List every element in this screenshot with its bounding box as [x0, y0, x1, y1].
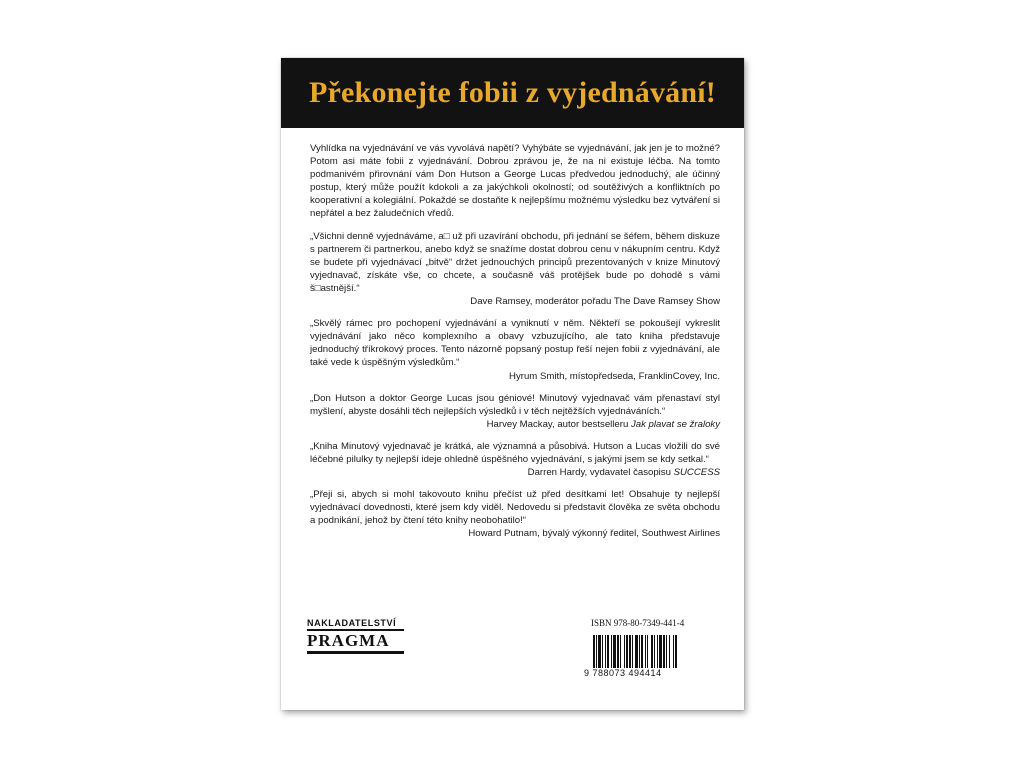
quote-text: „Skvělý rámec pro pochopení vyjednávání a vyniknutí v něm. Někteří se pokoušejí vykreslit vyjednávání jako něco komplexního a obavy vzbuzujícího, ale tato kniha představuje jednoduchý tříkrokový proces. Tento názorně popsaný postup řeší nejen fobii z vyjednávání, ale také vede k úspěšným výsledkům.“ [310, 318, 720, 369]
publisher-logo [307, 618, 404, 654]
quote-block [310, 488, 720, 540]
quote-block [310, 317, 720, 382]
quote-author-name: Dave Ramsey, moderátor pořadu The Dave Ramsey Show [470, 296, 720, 308]
quote-text: „Všichni denně vyjednáváme, a□ už při uzavírání obchodu, při jednání se šéfem, během diskuze s partnerem či partnerkou, anebo když se snažíme dostat dobrou cenu v nákupním centru. Když se budete při vyjednávací „bitvě“ držet jednouchých principů prezentovaných v knize Minutový vyjednavač, získáte vše, co chcete, a současně váš protějšek bude po dohodě s vámi š□astnější.“ [310, 230, 720, 294]
book-back-cover [281, 58, 744, 710]
quote-author [310, 295, 720, 308]
cover-text [310, 142, 720, 550]
quote-block [310, 230, 720, 309]
quote-block [310, 440, 720, 479]
quote-text: „Přeji si, abych si mohl takovouto knihu přečíst už před desítkami let! Obsahuje ty nejlepší vyjednávací dovednosti, které jsem kdy viděl. Nedovedu si představit člověka ze světa obchodu a podnikání, jehož by čtení této knihy neobohatilo!“ [310, 489, 720, 527]
quote-author-name: Hyrum Smith, místopředseda, FranklinCovey, Inc. [509, 370, 720, 382]
quote-author [310, 466, 720, 479]
quote-author-name: Harvey Mackay, autor bestselleru [486, 418, 631, 430]
barcode-digits: 9 788073 494414 [584, 668, 662, 678]
publisher-label: NAKLADATELSTVÍ [307, 618, 404, 631]
quote-block [310, 392, 720, 431]
intro-paragraph: Vyhlídka na vyjednávání ve vás vyvolává napětí? Vyhýbáte se vyjednávání, jak jen je to možné? Potom asi máte fobii z vyjednávání. Dobrou zprávou je, že na ni existuje léčba. Na tomto podmanivém přirovnání vám Don Hutson a George Lucas předvedou jednoduchý, ale účinný postup, který může použít kdokoli a za jakýchkoli okolností; od soutěživých a konfliktních po kooperativní a kolegiální. Pokaždé se dostaňte k nejlepšímu možnému výsledku bez vytváření si nepřátel a bez žaludečních vředů. [310, 143, 720, 220]
title-banner [281, 58, 744, 128]
quote-author-name: Darren Hardy, vydavatel časopisu [527, 467, 674, 479]
quote-author [310, 418, 720, 431]
quote-author-name: Howard Putnam, bývalý výkonný ředitel, Southwest Airlines [468, 528, 720, 540]
quote-author-work: SUCCESS [673, 467, 720, 479]
quote-text: „Don Hutson a doktor George Lucas jsou géniové! Minutový vyjednavač vám přenastaví styl myšlení, abyste dosáhli těch nejlepších výsledků i v těch nejtěžších vyjednáváních.“ [310, 392, 720, 417]
quote-author [310, 527, 720, 540]
barcode-icon [592, 635, 714, 668]
quote-author [310, 370, 720, 383]
quote-author-work: Jak plavat se žraloky [630, 418, 720, 430]
quote-text: „Kniha Minutový vyjednavač je krátká, ale významná a působivá. Hutson a Lucas vložili do své léčebné pilulky ty nejlepší ideje ohledně úspěšného vyjednávání, s jakými jsem se kdy setkal.“ [310, 440, 720, 465]
cover-title: Překonejte fobii z vyjednávání! [309, 76, 716, 109]
publisher-name: PRAGMA [307, 631, 404, 654]
isbn-text: ISBN 978-80-7349-441-4 [591, 618, 685, 628]
